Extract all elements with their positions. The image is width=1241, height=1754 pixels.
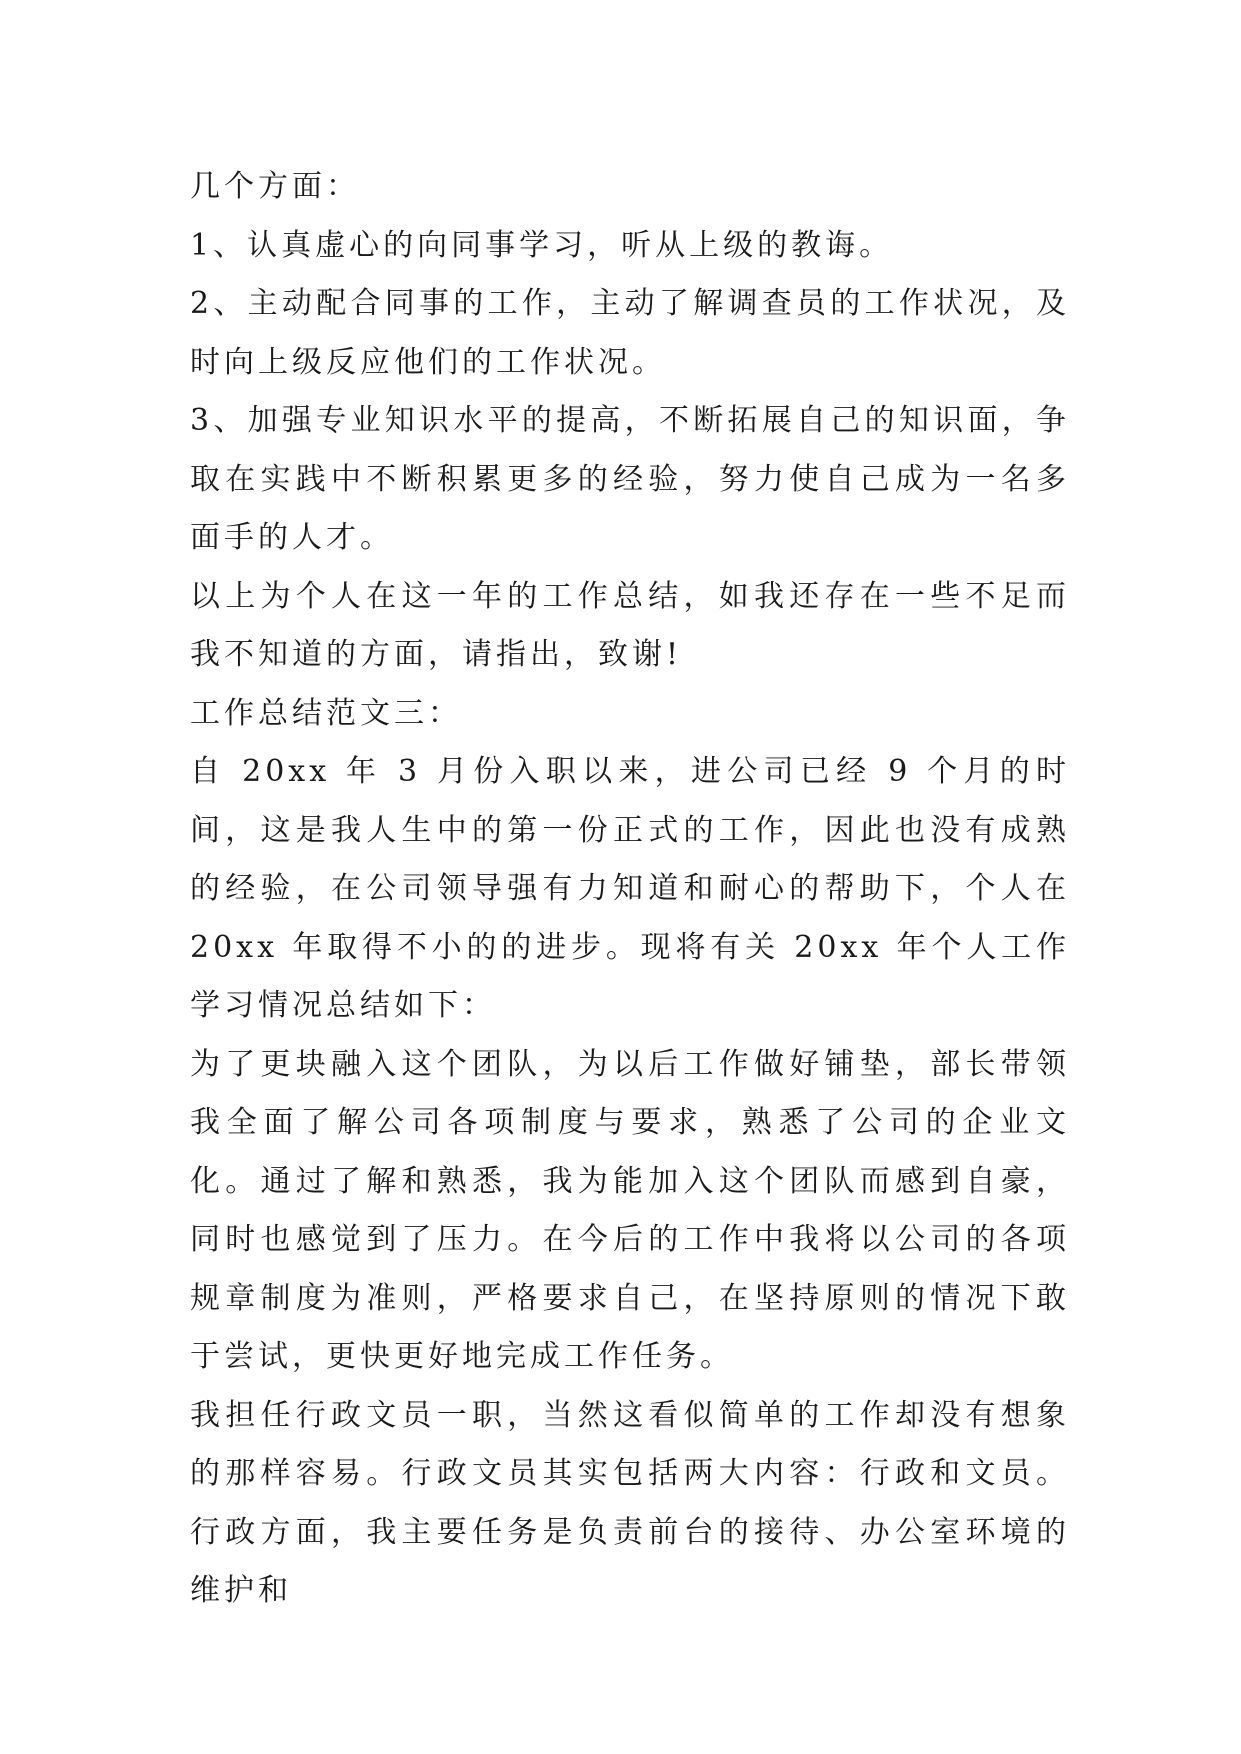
paragraph-closing: 以上为个人在这一年的工作总结，如我还存在一些不足而我不知道的方面，请指出，致谢! — [190, 578, 1070, 672]
document-body — [190, 158, 1070, 1621]
paragraph-team: 为了更块融入这个团队，为以后工作做好铺垫，部长带领我全面了解公司各项制度与要求，熟悉了公司的企业文化。通过了解和熟悉，我为能加入这个团队而感到自豪，同时也感觉到了压力。在今后的工作中我将以公司的各项规章制度为准则，严格要求自己，在坚持原则的情况下敢于尝试，更快更好地完成工作任务。 — [190, 1046, 1070, 1374]
section-heading: 工作总结范文三： — [190, 695, 462, 731]
paragraph-item-2: 2、主动配合同事的工作，主动了解调查员的工作状况，及时向上级反应他们的工作状况。 — [190, 286, 1070, 380]
paragraph-role: 我担任行政文员一职，当然这看似简单的工作却没有想象的那样容易。行政文员其实包括两大内容：行政和文员。行政方面，我主要任务是负责前台的接待、办公室环境的维护和 — [190, 1397, 1070, 1608]
paragraph-item-3: 3、加强专业知识水平的提高，不断拓展自己的知识面，争取在实践中不断积累更多的经验，努力使自己成为一名多面手的人才。 — [190, 403, 1070, 555]
paragraph-aspects-heading: 几个方面： — [190, 169, 360, 204]
paragraph-intro: 自 20xx 年 3 月份入职以来，进公司已经 9 个月的时间，这是我人生中的第一份正式的工作，因此也没有成熟的经验，在公司领导强有力知道和耐心的帮助下，个人在 20xx 年取得不小的的进步。现将有关 20xx 年个人工作学习情况总结如下： — [190, 754, 1070, 1023]
paragraph-item-1: 1、认真虚心的向同事学习，听从上级的教诲。 — [190, 227, 894, 263]
